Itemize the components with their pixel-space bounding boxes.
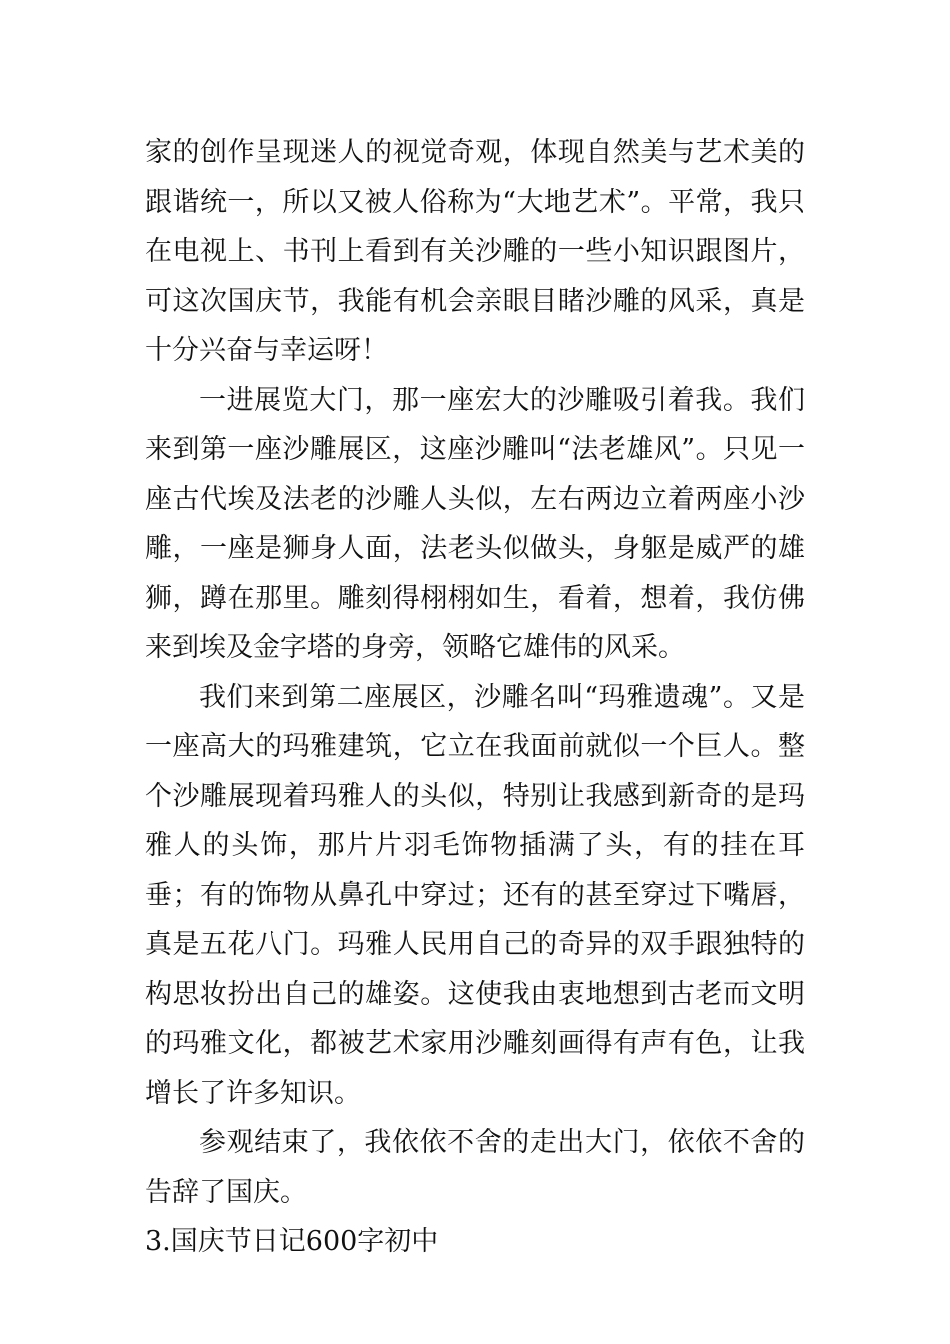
section-heading: 3.国庆节日记600字初中 [145, 1226, 439, 1257]
paragraph-continuation: 家的创作呈现迷人的视觉奇观，体现自然美与艺术美的跟谐统一，所以又被人俗称为“大地艺术”。平常，我只在电视上、书刊上看到有关沙雕的一些小知识跟图片，可这次国庆节，我能有机会亲眼目睹沙雕的风采，真是十分兴奋与幸运呀！ [145, 137, 805, 366]
paragraph-conclusion: 参观结束了，我依依不舍的走出大门，依依不舍的告辞了国庆。 [145, 1127, 805, 1208]
paragraph-exhibition-entrance: 一进展览大门，那一座宏大的沙雕吸引着我。我们来到第一座沙雕展区，这座沙雕叫“法老雄风”。只见一座古代埃及法老的沙雕人头似，左右两边立着两座小沙雕，一座是狮身人面，法老头似做头，身躯是威严的雄狮，蹲在那里。雕刻得栩栩如生，看着，想着，我仿佛来到埃及金字塔的身旁，领略它雄伟的风采。 [145, 384, 805, 663]
document-body [145, 128, 805, 1267]
paragraph-maya-exhibit: 我们来到第二座展区，沙雕名叫“玛雅遗魂”。又是一座高大的玛雅建筑，它立在我面前就似一个巨人。整个沙雕展现着玛雅人的头似，特别让我感到新奇的是玛雅人的头饰，那片片羽毛饰物插满了头，有的挂在耳垂；有的饰物从鼻孔中穿过；还有的甚至穿过下嘴唇，真是五花八门。玛雅人民用自己的奇异的双手跟独特的构思妆扮出自己的雄姿。这使我由衷地想到古老而文明的玛雅文化，都被艺术家用沙雕刻画得有声有色，让我增长了许多知识。 [145, 681, 805, 1109]
